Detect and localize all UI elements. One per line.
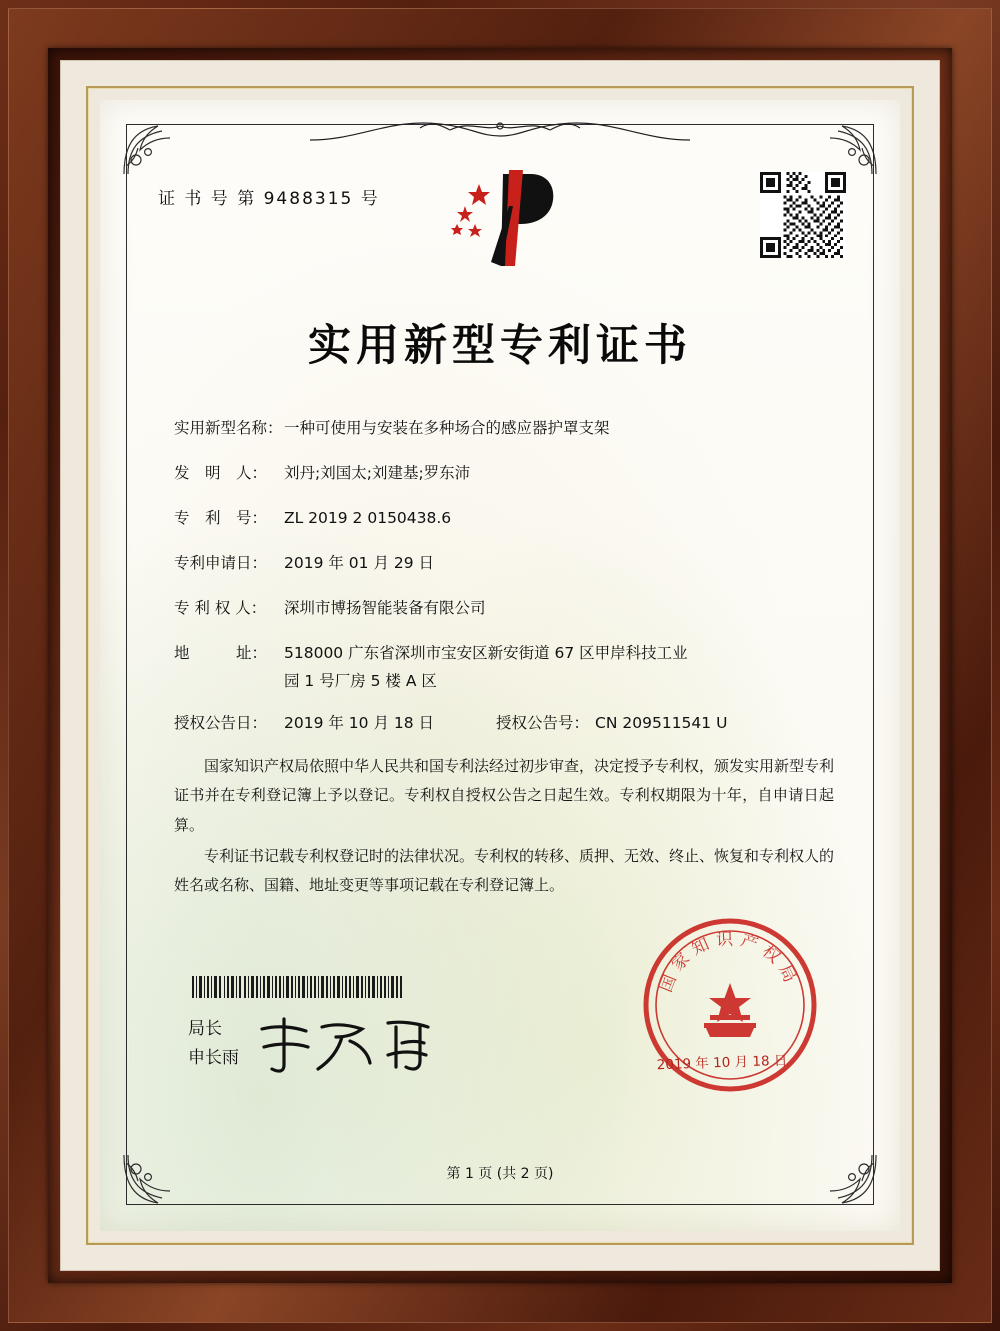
field-label: 专利申请日： [174,554,268,573]
field-label-grant-number: 授权公告号： [496,714,590,733]
field-value: ZL 2019 2 0150438.6 [284,509,452,528]
legal-paragraph-1: 国家知识产权局依照中华人民共和国专利法经过初步审查，决定授予专利权，颁发实用新型专利证书并在专利登记簿上予以登记。专利权自授权公告之日起生效。专利权期限为十年，自申请日起算。 [174,757,835,834]
field-row-patent-number [174,506,840,530]
field-value-grant-number: CN 209511541 U [595,714,728,733]
director-name: 申长雨 [188,1048,239,1069]
svg-text:国家知识产权局: 国家知识产权局 [656,929,803,996]
page-indicator: 第 1 页 (共 2 页) [446,1166,554,1182]
field-row-inventor [174,461,840,485]
field-value-address-line2: 园 1 号厂房 5 楼 A 区 [284,672,437,691]
certificate-content [100,100,900,1231]
field-row-address [174,641,840,665]
seal-date: 2019 年 10 月 18 日 [656,1052,788,1074]
field-row-name [174,416,840,440]
field-row-patentee [174,596,840,620]
director-block [188,1015,239,1073]
field-label: 发 明 人： [174,464,268,483]
page-title: 实用新型专利证书 [308,321,692,371]
field-list [174,416,840,756]
certificate-number: 证 书 号 第 9488315 号 [158,189,380,209]
barcode-icon [192,976,402,998]
field-value: 一种可使用与安装在多种场合的感应器护罩支架 [284,419,610,437]
handwritten-signature-icon [250,1011,460,1081]
field-label: 实用新型名称： [174,419,283,437]
field-row-application-date [174,551,840,575]
certificate-paper [100,100,900,1231]
qr-code-icon [760,172,846,258]
patent-office-logo-icon [435,166,565,276]
field-label: 专 利 权 人： [174,599,267,618]
field-label: 地 址： [174,644,268,663]
field-value: 深圳市博扬智能装备有限公司 [284,599,486,618]
field-value-grant-date: 2019 年 10 月 18 日 [284,714,435,733]
director-label: 局长 [188,1019,222,1040]
legal-paragraph-2: 专利证书记载专利权登记时的法律状况。专利权的转移、质押、无效、终止、恢复和专利权人的姓名或名称、国籍、地址变更等事项记载在专利登记簿上。 [174,846,835,894]
field-label-grant-date: 授权公告日： [174,714,268,733]
field-value: 2019 年 01 月 29 日 [284,554,435,573]
field-row-grant [174,711,840,735]
field-value: 518000 广东省深圳市宝安区新安街道 67 区甲岸科技工业 [284,644,688,663]
legal-text [174,752,834,902]
field-value: 刘丹;刘国太;刘建基;罗东沛 [284,464,471,483]
field-label: 专 利 号： [174,509,268,528]
